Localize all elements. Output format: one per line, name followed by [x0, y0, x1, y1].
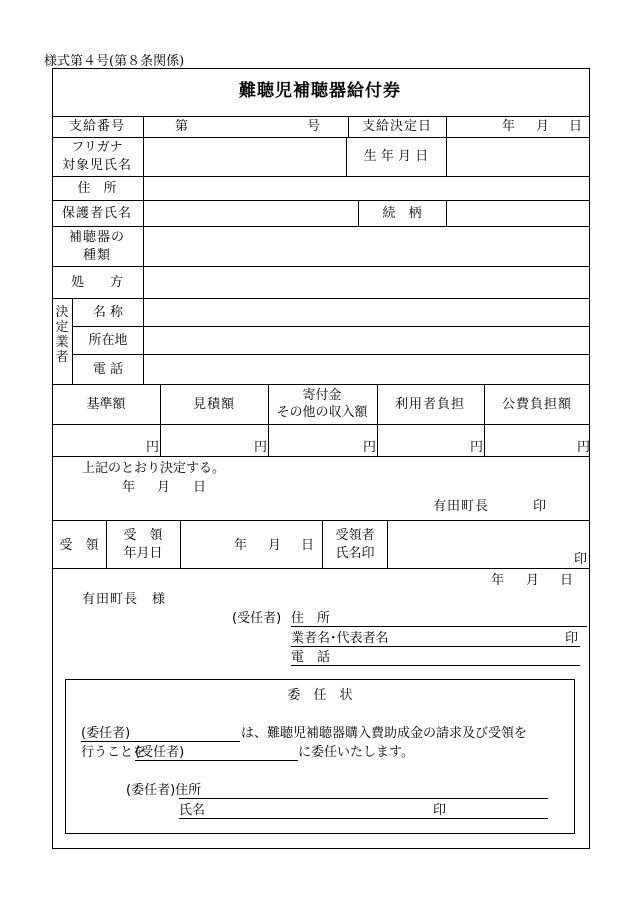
birth-date-label: 生 年 月 日	[363, 149, 429, 164]
recipient-seal: 印	[574, 552, 588, 567]
form-number-label: 様式第４号(第８条関係)	[44, 54, 185, 69]
yen-label: 円	[363, 440, 377, 455]
business-location-label: 所在地	[88, 333, 128, 348]
recipient-label-1: 受領者	[335, 528, 375, 543]
decision-day: 日	[193, 480, 207, 495]
business-name-label: 名 称	[92, 305, 124, 320]
yen-label: 円	[470, 440, 484, 455]
decision-text: 上記のとおり決定する。	[82, 461, 226, 476]
rule	[346, 137, 347, 176]
business-phone-label: 電 話	[92, 362, 124, 377]
go-label: 号	[307, 119, 321, 134]
rule	[106, 520, 107, 568]
user-burden-header: 利用者負担	[394, 397, 466, 412]
rule	[52, 116, 590, 117]
proxy-sentence-2b: に委任いたします。	[298, 745, 414, 760]
mayor-label: 有田町長	[433, 499, 490, 514]
underline	[135, 760, 298, 761]
bottom-day: 日	[560, 573, 574, 588]
bottom-month: 月	[526, 573, 540, 588]
decision-year: 年	[122, 480, 136, 495]
prescription-label: 処 方	[70, 275, 124, 290]
yen-label: 円	[146, 440, 160, 455]
agent-phone-label: 電 話	[291, 650, 331, 665]
rule	[446, 200, 447, 226]
hearing-aid-type-label-2: 種類	[82, 248, 112, 263]
proxy-sentence-2a: 行うことを	[81, 745, 147, 760]
estimate-amount-header: 見積額	[192, 397, 236, 412]
vchar: 業	[55, 334, 69, 350]
rule	[52, 456, 590, 457]
recipient-label-2: 氏名印	[335, 546, 375, 561]
agent-paren: (受任者)	[135, 745, 185, 760]
yen-label: 円	[254, 440, 268, 455]
rule	[143, 116, 144, 298]
rule	[72, 298, 73, 384]
principal-name-label: 氏名	[179, 803, 206, 818]
rule	[52, 266, 590, 267]
receipt-month: 月	[268, 538, 282, 553]
underline	[291, 665, 580, 666]
rule	[52, 226, 590, 227]
underline	[81, 741, 240, 742]
rule	[348, 116, 349, 137]
underline	[291, 626, 587, 627]
agent-prefix: (受任者)	[232, 611, 282, 626]
principal-seal: 印	[433, 803, 447, 818]
public-burden-header: 公費負担額	[501, 397, 573, 412]
relationship-label: 続 柄	[382, 206, 422, 221]
vchar: 定	[55, 319, 69, 335]
day-label: 日	[569, 119, 583, 134]
addressee-label: 有田町長 様	[82, 592, 167, 607]
decision-month: 月	[157, 480, 171, 495]
rule	[52, 520, 590, 521]
agent-address-label: 住 所	[291, 611, 331, 626]
receipt-date-label-1: 受 領	[123, 528, 163, 543]
standard-amount-header: 基準額	[86, 397, 126, 412]
rule	[322, 520, 323, 568]
rule	[377, 384, 378, 456]
month-label: 月	[536, 119, 550, 134]
rule	[143, 298, 144, 384]
business-vertical-label	[55, 306, 69, 366]
rule	[387, 520, 388, 568]
form-title: 難聴児補聴器給付券	[239, 81, 401, 101]
company-label: 業者名･代表者名	[291, 631, 389, 646]
rule	[180, 520, 181, 568]
payment-number-label: 支給番号	[68, 119, 126, 134]
address-label: 住 所	[77, 181, 117, 196]
principal-address-label: (委任者)住所	[126, 783, 202, 798]
child-name-label: 対象児氏名	[61, 158, 133, 173]
rule	[52, 137, 590, 138]
other-income-header: その他の収入額	[276, 405, 368, 420]
principal-paren: (委任者)	[81, 726, 131, 741]
rule	[52, 200, 590, 201]
rule	[268, 384, 269, 456]
underline	[179, 818, 548, 819]
rule	[52, 424, 590, 425]
guardian-name-label: 保護者氏名	[61, 206, 133, 221]
rule	[446, 137, 447, 176]
year-label: 年	[502, 119, 516, 134]
receipt-label: 受 領	[59, 538, 99, 553]
underline	[179, 798, 548, 799]
company-seal: 印	[565, 631, 579, 646]
rule	[52, 176, 590, 177]
rule	[358, 200, 359, 226]
hearing-aid-type-label-1: 補聴器の	[68, 230, 126, 245]
donation-header: 寄付金	[302, 388, 342, 403]
dai-label: 第	[175, 119, 189, 134]
proxy-sentence-1: は、難聴児補聴器購入費助成金の請求及び受領を	[241, 726, 528, 741]
vchar: 者	[55, 349, 69, 365]
rule	[72, 354, 590, 355]
rule	[160, 384, 161, 456]
receipt-year: 年	[234, 538, 248, 553]
receipt-date-label-2: 年月日	[123, 546, 163, 561]
rule	[446, 116, 447, 137]
receipt-day: 日	[301, 538, 315, 553]
seal-label: 印	[533, 499, 547, 514]
proxy-title: 委 任 状	[287, 688, 353, 703]
rule	[484, 384, 485, 456]
underline	[291, 646, 580, 647]
bottom-year: 年	[491, 573, 505, 588]
decision-date-label: 支給決定日	[361, 119, 433, 134]
vchar: 決	[55, 305, 69, 320]
rule	[52, 298, 590, 299]
rule	[52, 568, 590, 569]
yen-label: 円	[577, 440, 591, 455]
rule	[72, 326, 590, 327]
rule	[52, 384, 590, 385]
furigana-label: フリガナ	[71, 140, 123, 155]
